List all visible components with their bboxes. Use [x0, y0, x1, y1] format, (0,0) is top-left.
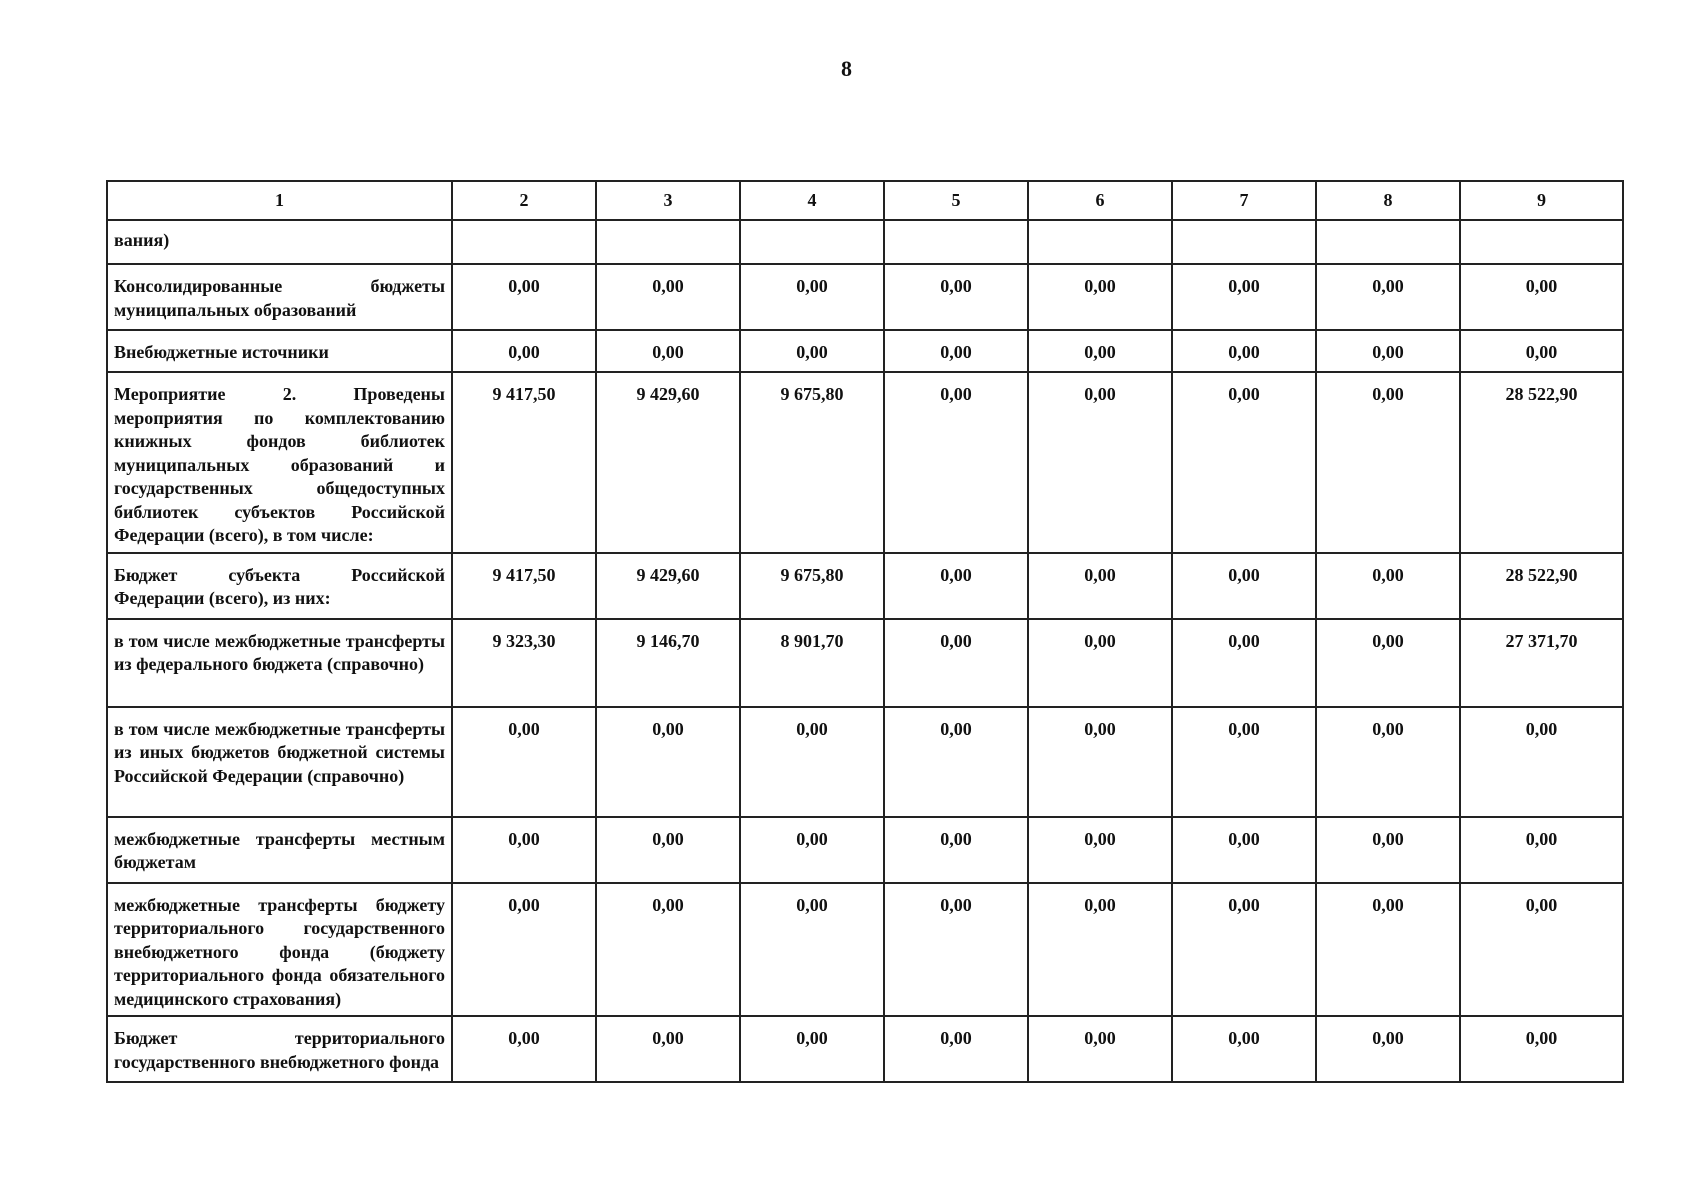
- table-cell: 0,00: [1316, 330, 1460, 372]
- table-cell: 0,00: [1172, 372, 1316, 553]
- table-row: [107, 553, 1623, 619]
- row-label: Бюджет территориального государственного внебюджетного фонда: [107, 1016, 452, 1082]
- table-cell: 0,00: [1028, 707, 1172, 817]
- table-cell: 0,00: [1172, 817, 1316, 883]
- table-cell: 9 675,80: [740, 372, 884, 553]
- row-label: Мероприятие 2. Проведены мероприятия по комплектованию книжных фондов библиотек муниципальных образований и государственных общедоступных библиотек субъектов Российской Федерации (всего), в том числе:: [107, 372, 452, 553]
- table-row: [107, 817, 1623, 883]
- table-cell: 0,00: [1172, 330, 1316, 372]
- row-label: в том числе межбюджетные трансферты из иных бюджетов бюджетной системы Российской Федерации (справочно): [107, 707, 452, 817]
- table-cell: 0,00: [452, 817, 596, 883]
- table-cell: 0,00: [596, 707, 740, 817]
- table-row: [107, 372, 1623, 553]
- table-cell: 0,00: [884, 553, 1028, 619]
- table-cell: 0,00: [1460, 883, 1623, 1017]
- table-cell: 0,00: [740, 1016, 884, 1082]
- row-label: Консолидированные бюджеты муниципальных образований: [107, 264, 452, 330]
- table-cell: 0,00: [1316, 619, 1460, 707]
- table-body: [107, 220, 1623, 1082]
- table-row: [107, 330, 1623, 372]
- table-cell: [452, 220, 596, 264]
- table-cell: [884, 220, 1028, 264]
- table-row: [107, 707, 1623, 817]
- table-cell: 0,00: [596, 883, 740, 1017]
- table-cell: 0,00: [1316, 707, 1460, 817]
- table-cell: 0,00: [884, 264, 1028, 330]
- table-cell: 0,00: [452, 264, 596, 330]
- table-header-row: [107, 181, 1623, 220]
- table-cell: 0,00: [884, 707, 1028, 817]
- column-header: 2: [452, 181, 596, 220]
- table-cell: 9 429,60: [596, 372, 740, 553]
- table-cell: 0,00: [596, 817, 740, 883]
- table-cell: 9 417,50: [452, 372, 596, 553]
- table-cell: 0,00: [1460, 1016, 1623, 1082]
- table-cell: 0,00: [596, 264, 740, 330]
- table-cell: 0,00: [884, 619, 1028, 707]
- table-cell: 0,00: [884, 372, 1028, 553]
- table-cell: [1172, 220, 1316, 264]
- table-cell: 0,00: [1460, 817, 1623, 883]
- table-row: [107, 220, 1623, 264]
- table-cell: 0,00: [1172, 264, 1316, 330]
- table-cell: 0,00: [1316, 553, 1460, 619]
- table-cell: 0,00: [884, 817, 1028, 883]
- table-cell: [596, 220, 740, 264]
- table-cell: 0,00: [452, 330, 596, 372]
- column-header: 5: [884, 181, 1028, 220]
- table-cell: 0,00: [596, 1016, 740, 1082]
- table-cell: [740, 220, 884, 264]
- table-cell: 0,00: [884, 330, 1028, 372]
- budget-table: [106, 180, 1624, 1083]
- table-cell: 9 429,60: [596, 553, 740, 619]
- table-cell: 0,00: [452, 707, 596, 817]
- table-cell: 0,00: [452, 1016, 596, 1082]
- table-cell: 0,00: [884, 1016, 1028, 1082]
- column-header: 1: [107, 181, 452, 220]
- table-cell: 0,00: [1028, 1016, 1172, 1082]
- table-cell: 0,00: [1316, 1016, 1460, 1082]
- table-cell: 0,00: [884, 883, 1028, 1017]
- row-label: межбюджетные трансферты местным бюджетам: [107, 817, 452, 883]
- table-cell: 0,00: [1028, 619, 1172, 707]
- table-cell: 0,00: [1172, 619, 1316, 707]
- table-cell: 8 901,70: [740, 619, 884, 707]
- table-cell: 0,00: [596, 330, 740, 372]
- table-cell: 0,00: [452, 883, 596, 1017]
- table-cell: 0,00: [1316, 817, 1460, 883]
- table-cell: 0,00: [1172, 707, 1316, 817]
- column-header: 8: [1316, 181, 1460, 220]
- table-cell: 9 417,50: [452, 553, 596, 619]
- row-label: вания): [107, 220, 452, 264]
- column-header: 3: [596, 181, 740, 220]
- page-number: 8: [841, 56, 852, 81]
- table-cell: 0,00: [1028, 553, 1172, 619]
- row-label: в том числе межбюджетные трансферты из федерального бюджета (справочно): [107, 619, 452, 707]
- table-cell: [1028, 220, 1172, 264]
- table-cell: 28 522,90: [1460, 553, 1623, 619]
- column-header: 4: [740, 181, 884, 220]
- table-cell: 9 146,70: [596, 619, 740, 707]
- table-cell: 0,00: [1028, 264, 1172, 330]
- table-cell: 9 675,80: [740, 553, 884, 619]
- row-label: Внебюджетные источники: [107, 330, 452, 372]
- table-row: [107, 883, 1623, 1017]
- table-cell: [1460, 220, 1623, 264]
- table-cell: [1316, 220, 1460, 264]
- table-cell: 0,00: [740, 330, 884, 372]
- table-cell: 0,00: [1460, 707, 1623, 817]
- table-cell: 0,00: [740, 264, 884, 330]
- table-row: [107, 619, 1623, 707]
- row-label: межбюджетные трансферты бюджету территориального государственного внебюджетного фонда (бюджету территориального фонда обязательного медицинского страхования): [107, 883, 452, 1017]
- table-cell: 0,00: [1172, 553, 1316, 619]
- table-row: [107, 264, 1623, 330]
- column-header: 9: [1460, 181, 1623, 220]
- table-cell: 0,00: [1460, 264, 1623, 330]
- column-header: 6: [1028, 181, 1172, 220]
- table-cell: 0,00: [1316, 264, 1460, 330]
- column-header: 7: [1172, 181, 1316, 220]
- table-cell: 28 522,90: [1460, 372, 1623, 553]
- table-cell: 0,00: [1028, 330, 1172, 372]
- table-row: [107, 1016, 1623, 1082]
- table-cell: 27 371,70: [1460, 619, 1623, 707]
- table-cell: 0,00: [1316, 883, 1460, 1017]
- table-cell: 0,00: [1028, 883, 1172, 1017]
- table-cell: 0,00: [1028, 817, 1172, 883]
- table-cell: 0,00: [1316, 372, 1460, 553]
- table-cell: 0,00: [1172, 1016, 1316, 1082]
- table-cell: 9 323,30: [452, 619, 596, 707]
- table-cell: 0,00: [740, 707, 884, 817]
- row-label: Бюджет субъекта Российской Федерации (всего), из них:: [107, 553, 452, 619]
- table-cell: 0,00: [1028, 372, 1172, 553]
- table-cell: 0,00: [1172, 883, 1316, 1017]
- table-cell: 0,00: [740, 817, 884, 883]
- table-cell: 0,00: [740, 883, 884, 1017]
- table-cell: 0,00: [1460, 330, 1623, 372]
